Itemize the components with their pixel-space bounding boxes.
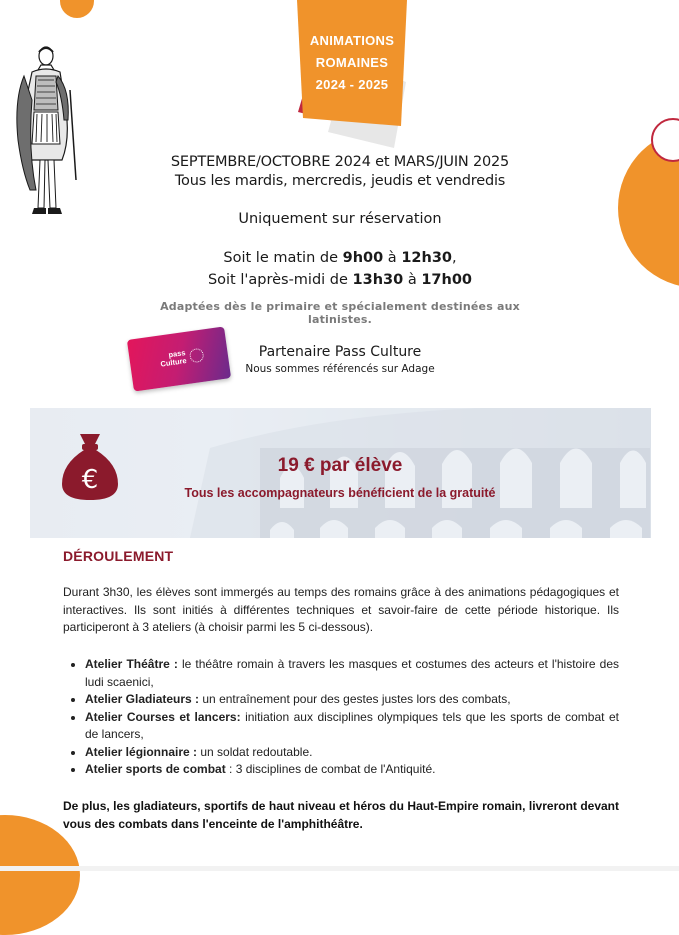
pass-culture-logo-text <box>159 349 187 368</box>
workshop-name: Atelier Théâtre : <box>85 657 178 671</box>
banner-line-1: ANIMATIONS <box>309 33 395 48</box>
afternoon-mid: à <box>403 272 422 288</box>
pass-logo-word-2: Culture <box>159 356 188 369</box>
reservation-line: Uniquement sur réservation <box>238 211 442 227</box>
workshop-name: Atelier sports de combat <box>85 762 226 776</box>
morning-mid: à <box>383 250 402 266</box>
pass-logo-word-1: pass <box>167 348 187 360</box>
workshop-item <box>85 744 619 762</box>
price-subtitle: Tous les accompagnateurs bénéficient de la gratuité <box>184 486 496 500</box>
morning-end: 12h30 <box>401 250 452 266</box>
svg-text:€: € <box>81 465 99 495</box>
workshop-name: Atelier Gladiateurs : <box>85 692 200 706</box>
closing-paragraph: De plus, les gladiateurs, sportifs de haut niveau et héros du Haut-Empire romain, livreront devant vous des combats dans l'enceinte de l'amphithéâtre. <box>63 799 619 831</box>
pass-culture-subtitle: Nous sommes référencés sur Adage <box>245 363 435 375</box>
afternoon-hours-line <box>130 272 550 288</box>
workshop-name: Atelier Courses et lancers: <box>85 709 241 724</box>
workshop-desc: initiation aux disciplines olympiques tels que les sports de combat et de lancers, <box>85 709 619 741</box>
banner-line-3: 2024 - 2025 <box>315 77 389 92</box>
pass-culture-logo <box>127 326 231 391</box>
morning-suffix: , <box>452 250 457 266</box>
pass-culture-title: Partenaire Pass Culture <box>258 344 422 360</box>
afternoon-start: 13h30 <box>352 272 404 288</box>
roman-emperor-illustration <box>10 40 80 222</box>
workshop-desc: : 3 disciplines de combat de l'Antiquité. <box>225 762 436 776</box>
banner-title <box>297 0 407 118</box>
workshop-item <box>85 761 619 779</box>
money-bag-euro-icon <box>58 430 122 504</box>
deroulement-heading: DÉROULEMENT <box>63 548 174 564</box>
deroulement-intro: Durant 3h30, les élèves sont immergés au temps des romains grâce à des animations pédagogiques et interactives. Ils sont initiés à différentes techniques et savoir-faire de cette période historique. Ils participeront à 3 ateliers (à choisir parmi les 5 ci-dessous). <box>63 585 619 634</box>
decorative-orange-blob <box>0 815 80 935</box>
morning-prefix: Soit le matin de <box>223 250 343 266</box>
morning-start: 9h00 <box>342 250 384 266</box>
workshop-desc: un soldat redoutable. <box>197 744 313 759</box>
banner-line-2: ROMAINES <box>315 55 389 70</box>
price-title: 19 € par élève <box>277 455 403 476</box>
workshop-name: Atelier légionnaire : <box>85 744 198 759</box>
workshop-item <box>85 656 619 691</box>
dates-line: SEPTEMBRE/OCTOBRE 2024 et MARS/JUIN 2025 <box>170 154 510 170</box>
morning-hours-line <box>130 250 550 266</box>
page-bottom-strip <box>0 866 679 871</box>
days-line: Tous les mardis, mercredis, jeudis et vendredis <box>174 173 506 189</box>
decorative-orange-dot <box>60 0 94 18</box>
workshop-list <box>63 656 619 779</box>
workshop-desc: un entraînement pour des gestes justes lors des combats, <box>199 692 511 706</box>
workshop-item <box>85 709 619 744</box>
afternoon-prefix: Soit l'après-midi de <box>207 272 353 288</box>
pass-culture-mark-icon <box>189 348 205 364</box>
afternoon-end: 17h00 <box>421 272 473 288</box>
workshop-item <box>85 691 619 709</box>
workshop-desc: le théâtre romain à travers les masques et costumes des acteurs et l'histoire des ludi scaenici, <box>85 657 620 689</box>
audience-note: Adaptées dès le primaire et spécialement destinées aux latinistes. <box>160 300 520 326</box>
